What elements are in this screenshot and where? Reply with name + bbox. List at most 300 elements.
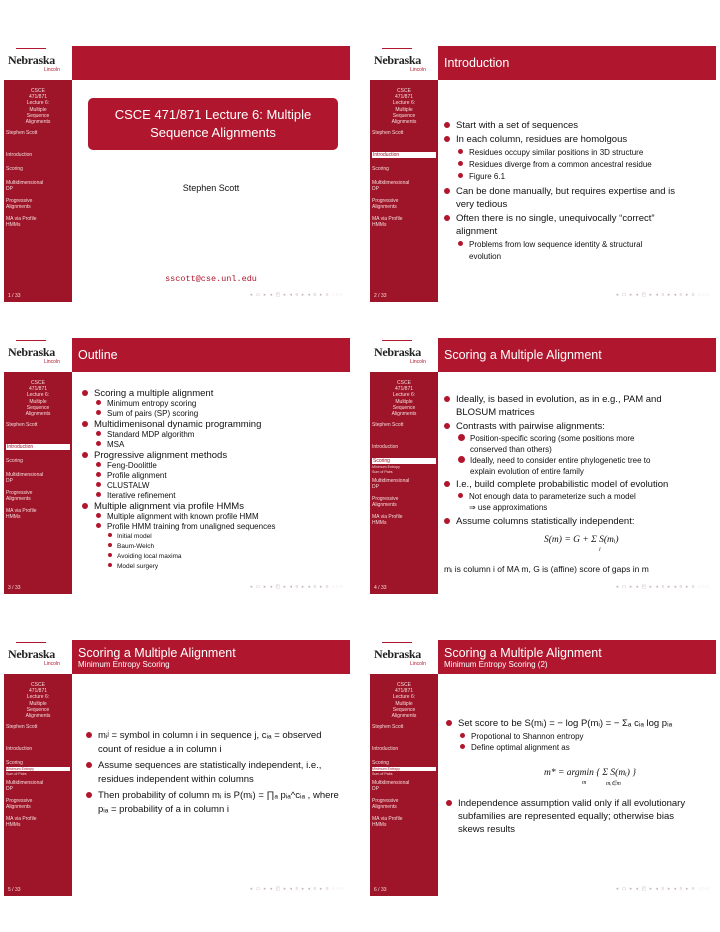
- course-line: CSCE: [397, 88, 411, 94]
- sidebar-item-introduction[interactable]: Introduction: [6, 444, 70, 450]
- sidebar-subitem-minimum-entropy[interactable]: Minimum Entropy: [6, 767, 70, 771]
- bullet-l2: [458, 172, 505, 181]
- argmin-subscript: m: [582, 780, 587, 786]
- sidebar-item-introduction[interactable]: Introduction: [6, 746, 33, 752]
- bullet-icon: [96, 523, 101, 528]
- bullet-icon: [446, 720, 452, 726]
- sidebar-item-alignments[interactable]: Alignments: [372, 204, 397, 210]
- sidebar-item-alignments[interactable]: Alignments: [6, 496, 31, 502]
- outline-item-l2[interactable]: [96, 471, 167, 480]
- logo-crest: [16, 48, 46, 52]
- beamer-nav-controls[interactable]: ◂ ▭ ▸ ◂ ◰ ▸ ◂ ≡ ▸ ◂ ≡ ▸ ≡ ◌◌◌: [249, 584, 344, 590]
- outline-item-l2[interactable]: [96, 430, 194, 439]
- slide-1: [4, 46, 350, 302]
- course-line: 471/871: [394, 688, 414, 695]
- sidebar-item-introduction[interactable]: Introduction: [372, 152, 436, 158]
- slide-4: [370, 338, 716, 594]
- sidebar-item-dp[interactable]: DP: [6, 478, 13, 484]
- bullet-icon: [108, 543, 112, 547]
- course-line: CSCE: [31, 380, 45, 386]
- presentation-title: CSCE 471/871 Lecture 6: Multiple: [114, 107, 312, 122]
- sidebar-item-author[interactable]: Stephen Scott: [372, 422, 404, 428]
- logo-crest: [382, 340, 412, 344]
- sidebar-item-multidimensional[interactable]: Multidimensional: [6, 180, 44, 186]
- sidebar-item-hmms[interactable]: HMMs: [6, 222, 21, 228]
- course-line: Lecture 6:: [392, 100, 416, 107]
- sidebar: [370, 372, 438, 594]
- bullet-l1: [444, 134, 627, 145]
- course-line: CSCE: [397, 682, 411, 688]
- course-line: 471/871: [28, 94, 48, 101]
- sidebar-item-multidimensional[interactable]: Multidimensional: [372, 478, 410, 484]
- course-line: Multiple: [29, 106, 47, 113]
- course-line: Multiple: [395, 700, 413, 707]
- sidebar-item-scoring[interactable]: Scoring: [6, 458, 23, 464]
- bullet-text: Propotional to Shannon entropy: [471, 732, 584, 741]
- sidebar-item-dp[interactable]: DP: [6, 786, 13, 792]
- bullet-l2: [460, 732, 584, 741]
- bullet-text: Ideally, is based in evolution, as in e.g., PAM and: [456, 394, 662, 405]
- bullet-text: Start with a set of sequences: [456, 120, 578, 131]
- sidebar-item-author[interactable]: Stephen Scott: [372, 130, 404, 136]
- bullet-icon: [444, 122, 450, 128]
- university-logo: [370, 46, 438, 80]
- course-line: Sequence: [26, 404, 50, 411]
- course-line: Lecture 6:: [26, 100, 50, 107]
- sidebar-item-multidimensional[interactable]: Multidimensional: [6, 472, 44, 478]
- bullet-continuation: alignment: [456, 226, 498, 237]
- bullet-continuation: BLOSUM matrices: [456, 407, 535, 418]
- sidebar-item-multidimensional[interactable]: Multidimensional: [372, 180, 410, 186]
- beamer-nav-controls[interactable]: ◂ ▭ ▸ ◂ ◰ ▸ ◂ ≡ ▸ ◂ ≡ ▸ ≡ ◌◌◌: [615, 886, 710, 892]
- course-label: [4, 380, 72, 417]
- sidebar-item-dp[interactable]: DP: [372, 484, 379, 490]
- course-label: [370, 682, 438, 719]
- bullet-text: Multiple alignment with known profile HMM: [107, 512, 259, 521]
- outline-item-l3[interactable]: [108, 553, 182, 560]
- bullet-text: Baum-Welch: [117, 543, 155, 550]
- sidebar-item-alignments[interactable]: Alignments: [372, 804, 397, 810]
- sidebar: [370, 674, 438, 896]
- bullet-icon: [444, 188, 450, 194]
- outline-item-l2[interactable]: [96, 399, 196, 408]
- slide-title: Scoring a Multiple Alignment: [444, 646, 602, 660]
- bullet-text: Ideally, need to consider entire phylogenetic tree to: [470, 456, 651, 465]
- title-box: [88, 98, 338, 150]
- presentation-title-line2: Sequence Alignments: [150, 125, 276, 140]
- slide-2: [370, 46, 716, 302]
- beamer-nav-controls[interactable]: ◂ ▭ ▸ ◂ ◰ ▸ ◂ ≡ ▸ ◂ ≡ ▸ ≡ ◌◌◌: [615, 292, 710, 298]
- logo-subtext: Lincoln: [44, 359, 60, 365]
- slide-title: Scoring a Multiple Alignment: [444, 348, 602, 362]
- course-line: CSCE: [31, 682, 45, 688]
- sidebar-item-alignments[interactable]: Alignments: [6, 804, 31, 810]
- sidebar-item-progressive[interactable]: Progressive: [6, 198, 33, 204]
- beamer-nav-controls[interactable]: ◂ ▭ ▸ ◂ ◰ ▸ ◂ ≡ ▸ ◂ ≡ ▸ ≡ ◌◌◌: [249, 886, 344, 892]
- course-line: Lecture 6:: [26, 392, 50, 399]
- slide-3: [4, 338, 350, 594]
- course-line: 471/871: [28, 688, 48, 695]
- course-line: Sequence: [26, 706, 50, 713]
- bullet-l2-ball: [458, 456, 650, 465]
- outline-item-l2[interactable]: [96, 409, 198, 418]
- bullet-text: I.e., build complete probabilistic model of evolution: [456, 479, 669, 490]
- course-label: [4, 682, 72, 719]
- bullet-text: Profile HMM training from unaligned sequences: [107, 522, 276, 531]
- bullet-text: Set score to be S(mᵢ) = − log P(mᵢ) = − Σₐ cᵢₐ log pᵢₐ: [458, 718, 673, 729]
- sidebar-item-hmms[interactable]: HMMs: [6, 514, 21, 520]
- bullet-icon: [108, 563, 112, 567]
- sidebar-item-progressive[interactable]: Progressive: [6, 490, 33, 496]
- bullet-icon: [458, 493, 463, 498]
- course-label: [370, 380, 438, 417]
- bullet-l1: [444, 516, 634, 527]
- course-line: Multiple: [395, 106, 413, 113]
- bullet-icon: [460, 744, 465, 749]
- bullet-text: mᵢʲ = symbol in column i in sequence j, cᵢₐ = observed: [98, 730, 322, 741]
- sidebar-item-progressive[interactable]: Progressive: [6, 798, 33, 804]
- bullet-icon: [96, 410, 101, 415]
- course-line: Lecture 6:: [392, 392, 416, 399]
- sidebar-item-hmms[interactable]: HMMs: [6, 822, 21, 828]
- sidebar-item-ma-via-profile[interactable]: MA via Profile: [6, 216, 37, 222]
- bullet-icon: [444, 215, 450, 221]
- page-number: 4 / 33: [374, 585, 387, 591]
- bullet-icon: [458, 241, 463, 246]
- bullet-continuation: pᵢₐ = probability of a in column i: [98, 804, 229, 815]
- logo-subtext: Lincoln: [44, 661, 60, 667]
- bullet-text: Model surgery: [117, 563, 159, 570]
- outline-item-l1[interactable]: [82, 419, 261, 430]
- bullet-icon: [458, 149, 463, 154]
- bullet-l2-ball: [458, 434, 635, 443]
- slide-title: Scoring a Multiple Alignment: [78, 646, 236, 660]
- bullet-icon: [86, 732, 92, 738]
- bullet-text: Assume columns statistically independent:: [456, 516, 635, 527]
- bullet-continuation: count of residue a in column i: [98, 744, 222, 755]
- course-line: Lecture 6:: [26, 694, 50, 701]
- slide-title: Outline: [78, 348, 118, 362]
- sidebar-item-hmms[interactable]: HMMs: [372, 520, 387, 526]
- bullet-icon: [86, 762, 92, 768]
- bullet-text: Define optimal alignment as: [471, 743, 570, 752]
- university-logo: [4, 640, 72, 674]
- bullet-icon: [460, 733, 465, 738]
- bullet-icon: [86, 792, 92, 798]
- page-number: 6 / 33: [374, 887, 387, 893]
- bullet-icon: [444, 481, 450, 487]
- bullet-text: Multiple alignment via profile HMMs: [94, 501, 244, 512]
- equation-sum-index: i: [599, 547, 601, 553]
- page-number: 1 / 33: [8, 293, 21, 299]
- course-line: Alignments: [391, 713, 417, 720]
- sidebar-item-ma-via-profile[interactable]: MA via Profile: [6, 816, 37, 822]
- bullet-text: Iterative refinement: [107, 491, 176, 500]
- bullet-text: Problems from low sequence identity & structural: [469, 240, 643, 249]
- sidebar-subitem-sum-of-pairs[interactable]: Sum of Pairs: [372, 772, 393, 776]
- course-line: Alignments: [391, 411, 417, 418]
- bullet-continuation: evolution: [469, 252, 502, 261]
- equation-explanation: mᵢ is column i of MA m, G is (affine) score of gaps in m: [444, 564, 649, 574]
- logo-wordmark: Nebraska: [374, 345, 421, 359]
- bullet-text: Initial model: [117, 533, 152, 540]
- slide-6: [370, 640, 716, 896]
- bullet-text: Residues diverge from a common ancestral residue: [469, 160, 652, 169]
- sidebar-item-author[interactable]: Stephen Scott: [6, 724, 38, 730]
- bullet-l1: [86, 760, 321, 771]
- course-line: Alignments: [25, 119, 51, 126]
- bullet-l1: [446, 798, 685, 809]
- sidebar-item-introduction[interactable]: Introduction: [372, 444, 399, 450]
- sidebar-subitem-minimum-entropy[interactable]: Minimum Entropy: [372, 465, 400, 469]
- course-line: Multiple: [395, 398, 413, 405]
- logo-wordmark: Nebraska: [374, 53, 421, 67]
- sidebar-item-scoring[interactable]: Scoring: [372, 166, 389, 172]
- bullet-l1: [446, 718, 672, 729]
- bullet-text: Independence assumption valid only if all evolutionary: [458, 798, 686, 809]
- bullet-icon: [458, 161, 463, 166]
- argmin-equation: m* = argmin { Σ S(mᵢ) }: [544, 768, 637, 778]
- outline-item-l3[interactable]: [108, 543, 154, 550]
- course-line: Alignments: [25, 713, 51, 720]
- sidebar-item-author[interactable]: Stephen Scott: [6, 130, 38, 136]
- bullet-l1: [444, 421, 605, 432]
- author-name: Stephen Scott: [182, 183, 240, 193]
- bullet-text: Position-specific scoring (some positions more: [470, 434, 635, 443]
- bullet-text: Sum of pairs (SP) scoring: [107, 409, 199, 418]
- bullet-text: Minimum entropy scoring: [107, 399, 197, 408]
- bullet-continuation: subfamilies are represented equally; otherwise bias: [458, 811, 674, 822]
- outline-item-l2[interactable]: [96, 522, 276, 531]
- bullet-icon: [96, 441, 101, 446]
- bullet-text: Residues occupy similar positions in 3D structure: [469, 148, 644, 157]
- logo-crest: [382, 642, 412, 646]
- ball-bullet-icon: [458, 456, 465, 463]
- sidebar-item-dp[interactable]: DP: [372, 786, 379, 792]
- bullet-text: In each column, residues are homolgous: [456, 134, 628, 145]
- bullet-l1: [86, 790, 339, 801]
- course-line: Sequence: [392, 404, 416, 411]
- slide-subtitle: Minimum Entropy Scoring (2): [444, 660, 548, 669]
- outline-item-l3[interactable]: [108, 563, 158, 570]
- sidebar-item-dp[interactable]: DP: [372, 186, 379, 192]
- logo-wordmark: Nebraska: [8, 53, 55, 67]
- sidebar-item-scoring[interactable]: Scoring: [372, 760, 389, 766]
- course-line: 471/871: [28, 386, 48, 393]
- outline-item-l2[interactable]: [96, 491, 175, 500]
- beamer-nav-controls[interactable]: ◂ ▭ ▸ ◂ ◰ ▸ ◂ ≡ ▸ ◂ ≡ ▸ ≡ ◌◌◌: [249, 292, 344, 298]
- logo-wordmark: Nebraska: [8, 647, 55, 661]
- bullet-text: Progressive alignment methods: [94, 450, 228, 461]
- bullet-l2: [458, 492, 636, 501]
- bullet-icon: [96, 431, 101, 436]
- outline-item-l1[interactable]: [82, 450, 227, 461]
- bullet-text: Then probability of column mᵢ is P(mᵢ) = ∏ₐ pᵢₐ^cᵢₐ , where: [98, 790, 339, 801]
- course-line: Alignments: [391, 119, 417, 126]
- course-line: 471/871: [394, 386, 414, 393]
- sidebar-item-multidimensional[interactable]: Multidimensional: [6, 780, 44, 786]
- slide-5: [4, 640, 350, 896]
- sidebar-item-scoring[interactable]: Scoring: [372, 458, 436, 464]
- bullet-icon: [96, 482, 101, 487]
- bullet-text: Figure 6.1: [469, 172, 506, 181]
- sidebar-subitem-sum-of-pairs[interactable]: Sum of Pairs: [6, 772, 27, 776]
- sidebar-item-alignments[interactable]: Alignments: [372, 502, 397, 508]
- outline-item-l1[interactable]: [82, 388, 213, 399]
- bullet-text: Not enough data to parameterize such a model: [469, 492, 636, 501]
- sidebar-item-multidimensional[interactable]: Multidimensional: [372, 780, 410, 786]
- sidebar-item-ma-via-profile[interactable]: MA via Profile: [6, 508, 37, 514]
- bullet-icon: [446, 800, 452, 806]
- bullet-continuation: conserved than others): [470, 445, 552, 454]
- course-line: CSCE: [397, 380, 411, 386]
- logo-crest: [16, 340, 46, 344]
- bullet-icon: [444, 396, 450, 402]
- sidebar-item-hmms[interactable]: HMMs: [372, 822, 387, 828]
- bullet-continuation: skews results: [458, 824, 516, 835]
- logo-crest: [16, 642, 46, 646]
- university-logo: [370, 338, 438, 372]
- sidebar-item-scoring[interactable]: Scoring: [6, 760, 23, 766]
- bullet-text: Contrasts with pairwise alignments:: [456, 421, 605, 432]
- bullet-text: Profile alignment: [107, 471, 167, 480]
- bullet-icon: [96, 492, 101, 497]
- sidebar-item-author[interactable]: Stephen Scott: [372, 724, 404, 730]
- outline-item-l2[interactable]: [96, 481, 149, 490]
- course-line: Sequence: [392, 706, 416, 713]
- bullet-text: Feng-Doolittle: [107, 461, 157, 470]
- bullet-text: MSA: [107, 440, 125, 449]
- bullet-l1: [444, 186, 675, 197]
- university-logo: [370, 640, 438, 674]
- bullet-l1: [444, 213, 655, 224]
- course-label: [370, 88, 438, 125]
- bullet-text: Often there is no single, unequivocally “correct”: [456, 213, 655, 224]
- sum-subscript: mᵢ∈m: [606, 781, 621, 787]
- bullet-continuation: ⇒ use approximations: [469, 503, 548, 512]
- sidebar-item-scoring[interactable]: Scoring: [6, 166, 23, 172]
- sidebar-item-ma-via-profile[interactable]: MA via Profile: [372, 216, 403, 222]
- sidebar-item-ma-via-profile[interactable]: MA via Profile: [372, 816, 403, 822]
- course-line: Alignments: [25, 411, 51, 418]
- bullet-continuation: residues independent within columns: [98, 774, 254, 785]
- bullet-icon: [108, 553, 112, 557]
- course-line: Multiple: [29, 398, 47, 405]
- logo-subtext: Lincoln: [410, 661, 426, 667]
- course-line: Lecture 6:: [392, 694, 416, 701]
- sidebar-item-hmms[interactable]: HMMs: [372, 222, 387, 228]
- sidebar: [4, 372, 72, 594]
- bullet-icon: [444, 136, 450, 142]
- bullet-text: Assume sequences are statistically independent, i.e.,: [98, 760, 322, 771]
- bullet-icon: [444, 518, 450, 524]
- author-email-link[interactable]: sscott@cse.unl.edu: [165, 274, 257, 284]
- sidebar-subitem-minimum-entropy[interactable]: Minimum Entropy: [372, 767, 436, 771]
- bullet-icon: [82, 390, 88, 396]
- sidebar-item-author[interactable]: Stephen Scott: [6, 422, 38, 428]
- bullet-text: Can be done manually, but requires expertise and is: [456, 186, 675, 197]
- university-logo: [4, 46, 72, 80]
- sidebar-subitem-sum-of-pairs[interactable]: Sum of Pairs: [372, 470, 393, 474]
- outline-item-l1[interactable]: [82, 501, 244, 512]
- university-logo: [4, 338, 72, 372]
- bullet-continuation: very tedious: [456, 199, 508, 210]
- bullet-icon: [82, 452, 88, 458]
- ball-bullet-icon: [458, 434, 465, 441]
- sidebar: [4, 674, 72, 896]
- beamer-nav-controls[interactable]: ◂ ▭ ▸ ◂ ◰ ▸ ◂ ≡ ▸ ◂ ≡ ▸ ≡ ◌◌◌: [615, 584, 710, 590]
- bullet-l2: [458, 148, 643, 157]
- bullet-l1: [444, 394, 662, 405]
- sidebar: [370, 80, 438, 302]
- logo-subtext: Lincoln: [44, 67, 60, 73]
- course-label: [4, 88, 72, 125]
- outline-item-l3[interactable]: [108, 533, 152, 540]
- bullet-text: Standard MDP algorithm: [107, 430, 195, 439]
- bullet-text: Multidimenisonal dynamic programming: [94, 419, 262, 430]
- sidebar-item-progressive[interactable]: Progressive: [372, 798, 399, 804]
- outline-item-l2[interactable]: [96, 512, 259, 521]
- course-line: CSCE: [31, 88, 45, 94]
- score-equation: S(m) = G + Σ S(mᵢ): [544, 535, 619, 545]
- outline-item-l2[interactable]: [96, 440, 124, 449]
- bullet-icon: [82, 421, 88, 427]
- bullet-icon: [458, 173, 463, 178]
- sidebar-item-progressive[interactable]: Progressive: [372, 198, 399, 204]
- bullet-icon: [82, 503, 88, 509]
- bullet-text: Avoiding local maxima: [117, 553, 182, 560]
- page-number: 2 / 33: [374, 293, 387, 299]
- bullet-l2: [460, 743, 570, 752]
- bullet-continuation: explain evolution of entire family: [470, 467, 584, 476]
- sidebar-item-dp[interactable]: DP: [6, 186, 13, 192]
- bullet-l1: [86, 730, 321, 741]
- sidebar-item-progressive[interactable]: Progressive: [372, 496, 399, 502]
- logo-subtext: Lincoln: [410, 67, 426, 73]
- bullet-text: Scoring a multiple alignment: [94, 388, 214, 399]
- bullet-icon: [96, 513, 101, 518]
- bullet-icon: [96, 462, 101, 467]
- outline-item-l2[interactable]: [96, 461, 157, 470]
- course-line: Sequence: [26, 112, 50, 119]
- course-line: Multiple: [29, 700, 47, 707]
- bullet-icon: [96, 472, 101, 477]
- bullet-l2: [458, 160, 652, 169]
- course-line: Sequence: [392, 112, 416, 119]
- logo-subtext: Lincoln: [410, 359, 426, 365]
- bullet-text: CLUSTALW: [107, 481, 150, 490]
- slide-title: Introduction: [444, 56, 510, 70]
- page-number: 3 / 33: [8, 585, 21, 591]
- logo-wordmark: Nebraska: [374, 647, 421, 661]
- page-number: 5 / 33: [8, 887, 21, 893]
- bullet-icon: [96, 400, 101, 405]
- sidebar-item-introduction[interactable]: Introduction: [6, 152, 33, 158]
- sidebar-item-alignments[interactable]: Alignments: [6, 204, 31, 210]
- bullet-l2: [458, 240, 642, 249]
- sidebar-item-introduction[interactable]: Introduction: [372, 746, 399, 752]
- logo-crest: [382, 48, 412, 52]
- bullet-l1: [444, 479, 668, 490]
- course-line: 471/871: [394, 94, 414, 101]
- sidebar-item-ma-via-profile[interactable]: MA via Profile: [372, 514, 403, 520]
- bullet-icon: [444, 423, 450, 429]
- bullet-l1: [444, 120, 578, 131]
- sidebar: [4, 80, 72, 302]
- logo-wordmark: Nebraska: [8, 345, 55, 359]
- slide-subtitle: Minimum Entropy Scoring: [78, 660, 170, 669]
- bullet-icon: [108, 533, 112, 537]
